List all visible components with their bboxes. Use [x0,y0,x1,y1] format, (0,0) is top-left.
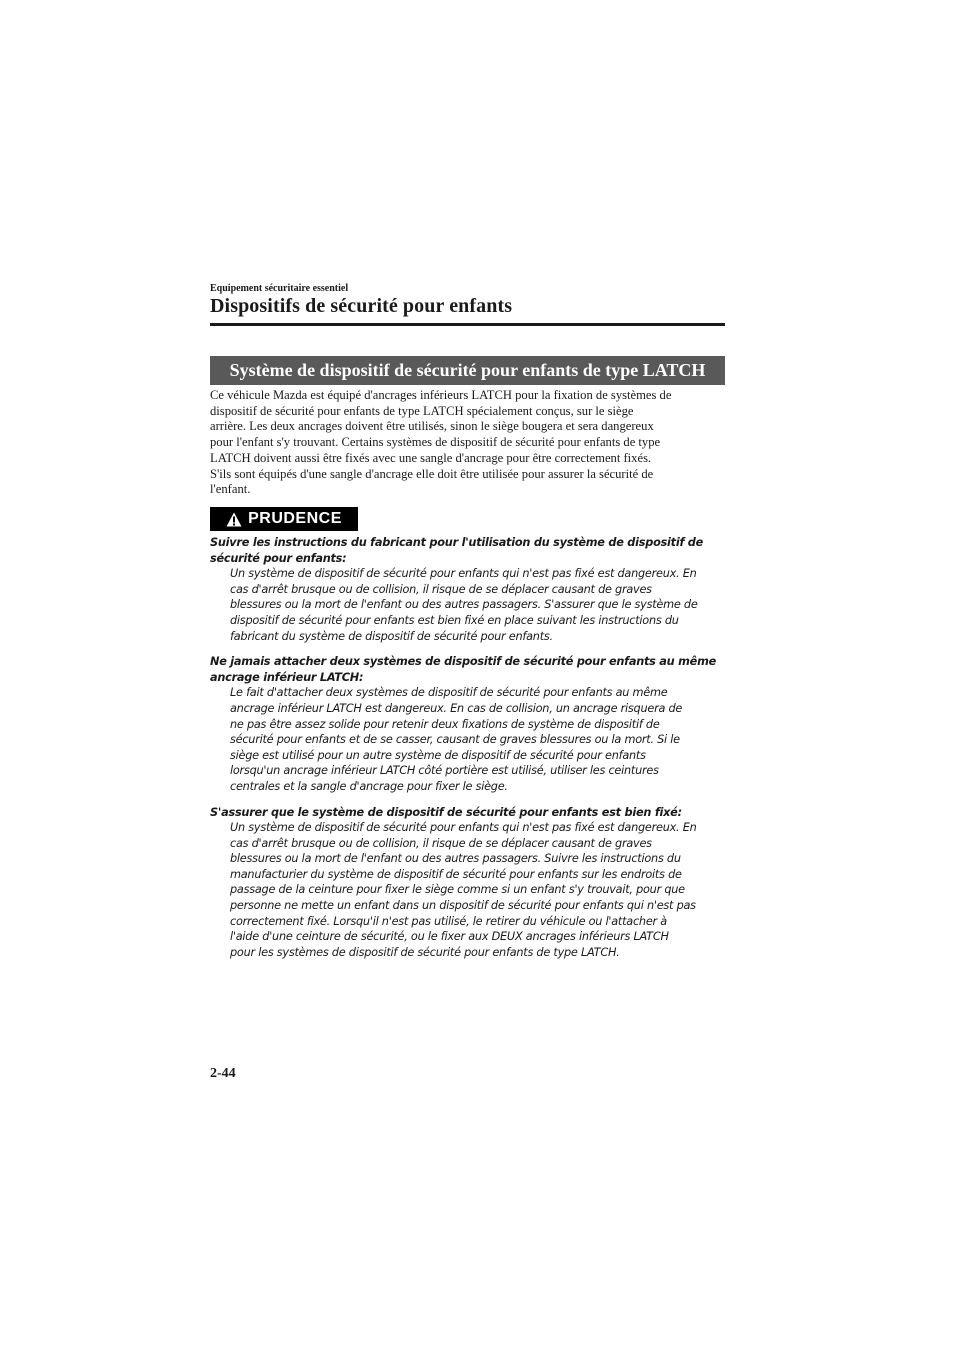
section-label: Equipement sécuritaire essentiel [210,283,349,294]
caution-heading-line: ancrage inférieur LATCH: [210,670,364,684]
caution-list [210,535,735,970]
intro-line: pour l'enfant s'y trouvant. Certains systèmes de dispositif de sécurité pour enfants de type [210,435,661,450]
caution-body-line: ancrage inférieur LATCH est dangereux. En cas de collision, un ancrage risquera de [230,701,683,715]
chapter-rule [210,323,725,326]
caution-body-line: pour les systèmes de dispositif de sécurité pour enfants de type LATCH. [230,945,620,959]
intro-line: S'ils sont équipés d'une sangle d'ancrage elle doit être utilisée pour assurer la sécurité de [210,466,654,481]
caution-body-line: dispositif de sécurité pour enfants est bien fixé en place suivant les instructions du [230,613,679,627]
caution-heading-line: S'assurer que le système de dispositif de sécurité pour enfants est bien fixé: [210,805,682,819]
warning-triangle-icon [226,512,242,527]
caution-heading [210,535,735,566]
caution-body-line: siège est utilisé pour un autre système de dispositif de sécurité pour enfants [230,748,646,762]
caution-label: PRUDENCE [248,510,342,527]
caution-item [210,654,735,794]
caution-heading [210,654,735,685]
caution-body-line: centrales et la sangle d'ancrage pour fixer le siège. [230,779,508,793]
caution-heading [210,805,735,821]
caution-body-line: passage de la ceinture pour fixer le siège comme si un enfant s'y trouvait, pour que [230,883,685,897]
caution-body-line: sécurité pour enfants et de se casser, causant de graves blessures ou la mort. Si le [230,733,680,747]
intro-paragraph [210,388,730,498]
caution-body-line: ne pas être assez solide pour retenir deux fixations de système de dispositif de [230,717,660,731]
caution-body-line: Un système de dispositif de sécurité pour enfants qui n'est pas fixé est dangereux. En [230,567,697,581]
caution-body-line: l'aide d'une ceinture de sécurité, ou le fixer aux DEUX ancrages inférieurs LATCH [230,930,669,944]
caution-heading-line: sécurité pour enfants: [210,551,347,565]
page-number: 2-44 [210,1066,236,1081]
caution-heading-line: Ne jamais attacher deux systèmes de dispositif de sécurité pour enfants au même [210,655,717,669]
intro-line: dispositif de sécurité pour enfants de type LATCH spécialement conçus, sur le siège [210,403,634,418]
caution-body-line: Le fait d'attacher deux systèmes de dispositif de sécurité pour enfants au même [230,686,668,700]
caution-body-line: cas d'arrêt brusque ou de collision, il risque de se déplacer causant de graves [230,582,652,596]
caution-body-line: correctement fixé. Lorsqu'il n'est pas utilisé, le retirer du véhicule ou l'attacher à [230,914,667,928]
caution-body [210,566,735,644]
caution-body-line: Un système de dispositif de sécurité pour enfants qui n'est pas fixé est dangereux. En [230,821,697,835]
caution-body-line: lorsqu'un ancrage inférieur LATCH côté portière est utilisé, utiliser les ceintures [230,764,659,778]
caution-body [210,820,735,960]
intro-line: arrière. Les deux ancrages doivent être utilisés, sinon le siège bougera et sera dangereux [210,419,654,434]
intro-line: Ce véhicule Mazda est équipé d'ancrages inférieurs LATCH pour la fixation de systèmes de [210,388,672,402]
caution-body [210,685,735,794]
caution-item [210,535,735,644]
caution-heading-line: Suivre les instructions du fabricant pour l'utilisation du système de dispositif de [210,536,704,549]
intro-line: l'enfant. [210,482,251,497]
caution-body-line: cas d'arrêt brusque ou de collision, il risque de se déplacer causant de graves [230,836,652,850]
caution-badge [210,507,358,531]
topic-banner: Système de dispositif de sécurité pour enfants de type LATCH [210,356,725,385]
intro-line: LATCH doivent aussi être fixés avec une sangle d'ancrage pour être correctement fixés. [210,450,652,465]
caution-body-line: blessures ou la mort de l'enfant ou des autres passagers. S'assurer que le système de [230,598,698,612]
caution-body-line: personne ne mette un enfant dans un dispositif de sécurité pour enfants qui n'est pas [230,899,696,913]
chapter-title: Dispositifs de sécurité pour enfants [210,295,513,317]
caution-body-line: manufacturier du système de dispositif de sécurité pour enfants sur les endroits de [230,867,682,881]
caution-item [210,805,735,961]
caution-body-line: fabricant du système de dispositif de sécurité pour enfants. [230,629,553,643]
caution-body-line: blessures ou la mort de l'enfant ou des autres passagers. Suivre les instructions du [230,852,681,866]
